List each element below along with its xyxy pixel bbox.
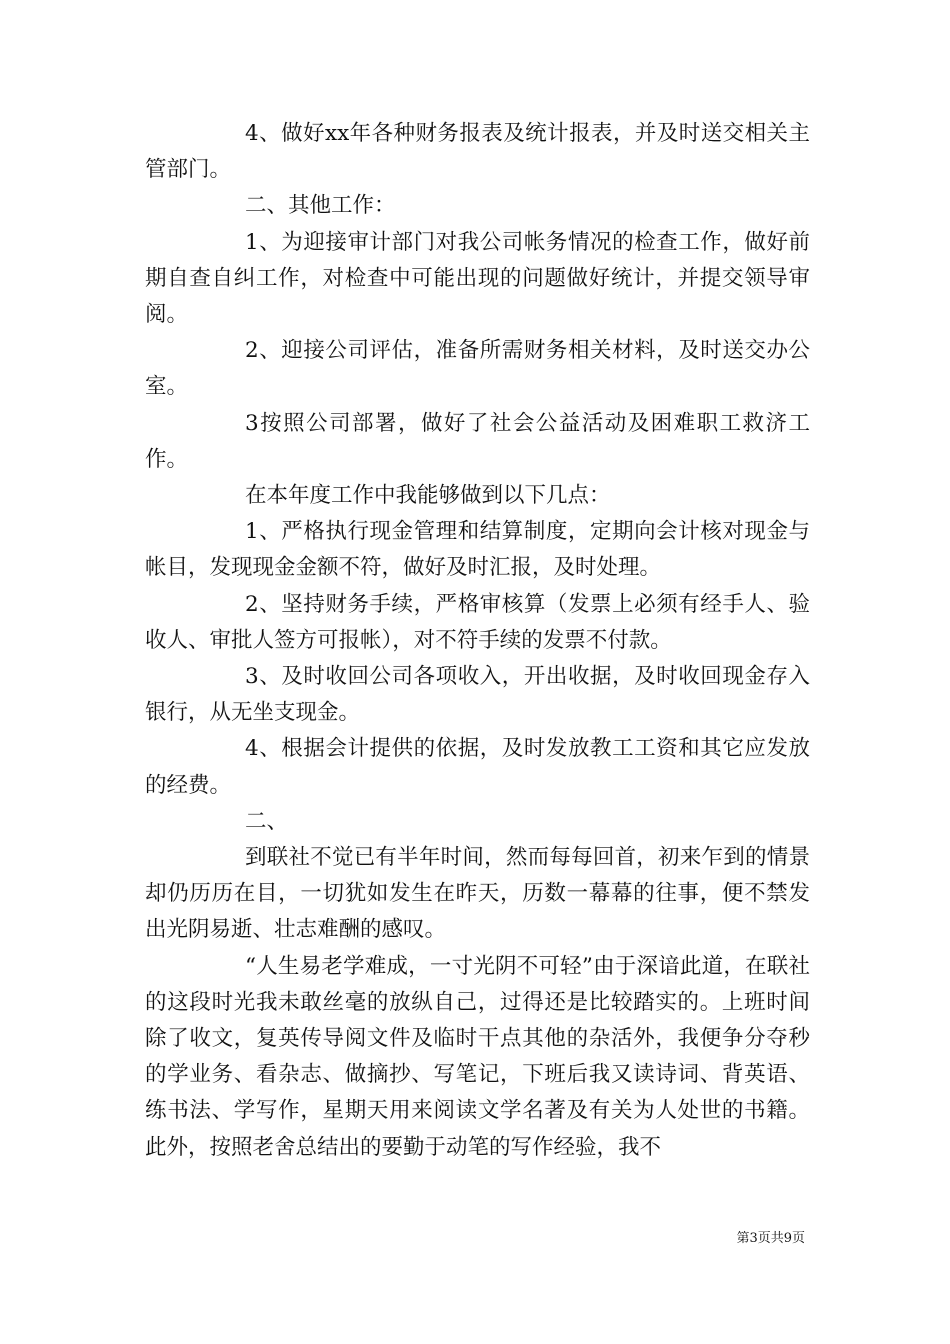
paragraph-income-collection: 3、及时收回公司各项收入，开出收据，及时收回现金存入银行，从无坐支现金。: [145, 664, 810, 726]
page-number-footer: 第3页共9页: [736, 1231, 805, 1246]
paragraph-item-4-reports: 4、做好xx年各种财务报表及统计报表，并及时送交相关主管部门。: [145, 121, 810, 183]
paragraph-study-habits: “人生易老学难成，一寸光阴不可轻”由于深谙此道，在联社的这段时光我未敢丝毫的放纵自己，过得还是比较踏实的。上班时间除了收文，复英传导阅文件及临时干点其他的杂活外，我便争分夺秒的学业务、看杂志、做摘抄、写笔记，下班后我又读诗词、背英语、练书法、学写作，星期天用来阅读文学名著及有关为人处世的书籍。此外，按照老舍总结出的要勤于动笔的写作经验，我不: [145, 953, 810, 1160]
paragraph-audit-preparation: 1、为迎接审计部门对我公司帐务情况的检查工作，做好前期自查自纠工作，对检查中可能出现的问题做好统计，并提交领导审阅。: [145, 229, 810, 328]
paragraph-public-welfare: 3按照公司部署，做好了社会公益活动及困难职工救济工作。: [145, 410, 810, 472]
paragraph-financial-procedures: 2、坚持财务手续，严格审核算（发票上必须有经手人、验收人、审批人签方可报帐），对不符手续的发票不付款。: [145, 591, 810, 653]
section-heading-other-work: 二、其他工作：: [245, 193, 396, 219]
paragraph-cash-management: 1、严格执行现金管理和结算制度，定期向会计核对现金与帐目，发现现金金额不符，做好及时汇报，及时处理。: [145, 519, 810, 581]
paragraph-half-year-reflection: 到联社不觉已有半年时间，然而每每回首，初来乍到的情景却仍历历在目，一切犹如发生在昨天，历数一幕幕的往事，便不禁发出光阴易逝、壮志难酬的感叹。: [145, 845, 810, 943]
paragraph-achievements-intro: 在本年度工作中我能够做到以下几点：: [245, 483, 611, 509]
document-body: [145, 116, 810, 1166]
section-heading-two: 二、: [245, 808, 289, 834]
paragraph-salary-payment: 4、根据会计提供的依据，及时发放教工工资和其它应发放的经费。: [145, 736, 810, 798]
paragraph-company-evaluation: 2、迎接公司评估，准备所需财务相关材料，及时送交办公室。: [145, 338, 810, 400]
